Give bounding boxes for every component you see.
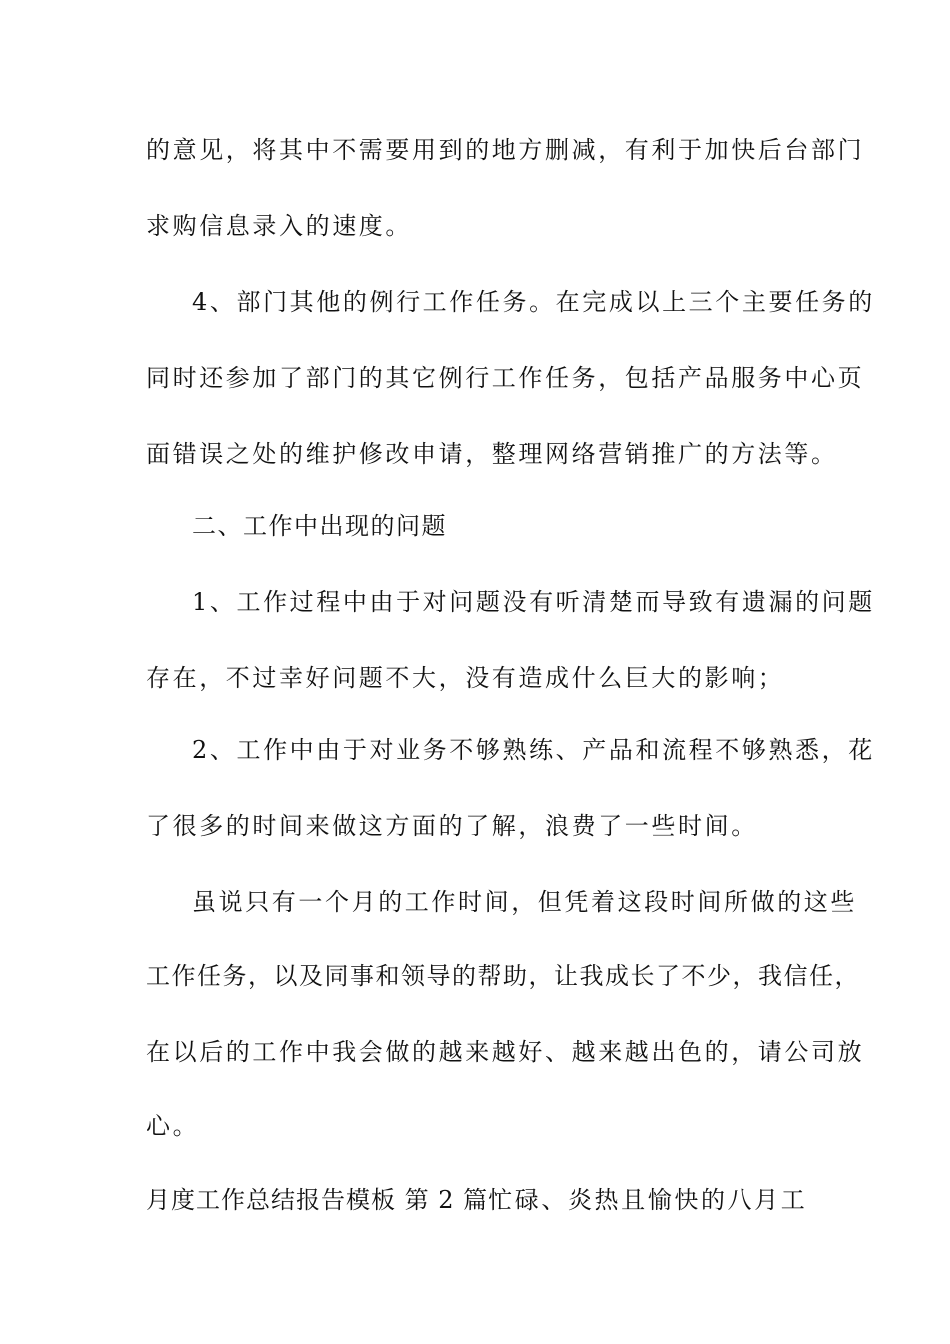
- paragraph-line: 同时还参加了部门的其它例行工作任务，包括产品服务中心页: [146, 364, 865, 392]
- next-article-first-line: 忙碌、炎热且愉快的八月工: [488, 1186, 808, 1214]
- paragraph-line: 存在，不过幸好问题不大，没有造成什么巨大的影响；: [146, 664, 785, 692]
- paragraph-line: 4、部门其他的例行工作任务。在完成以上三个主要任务的: [192, 288, 875, 316]
- paragraph-line: 心。: [146, 1112, 200, 1140]
- paragraph-line: 的意见，将其中不需要用到的地方删减，有利于加快后台部门: [146, 136, 865, 164]
- section-heading: 二、工作中出现的问题: [192, 512, 447, 540]
- paragraph-line: 面错误之处的维护修改申请，整理网络营销推广的方法等。: [146, 440, 838, 468]
- next-article-title: 月度工作总结报告模板 第 2 篇: [146, 1186, 489, 1214]
- next-article-line: [146, 1184, 806, 1216]
- paragraph-line: 虽说只有一个月的工作时间，但凭着这段时间所做的这些: [192, 888, 857, 916]
- paragraph-line: 在以后的工作中我会做的越来越好、越来越出色的，请公司放: [146, 1038, 865, 1066]
- paragraph-line: 了很多的时间来做这方面的了解，浪费了一些时间。: [146, 812, 758, 840]
- paragraph-line: 2、工作中由于对业务不够熟练、产品和流程不够熟悉，花: [192, 736, 875, 764]
- paragraph-line: 工作任务，以及同事和领导的帮助，让我成长了不少，我信任，: [146, 962, 860, 990]
- paragraph-line: 1、工作过程中由于对问题没有听清楚而导致有遗漏的问题: [192, 588, 875, 616]
- paragraph-line: 求购信息录入的速度。: [146, 212, 412, 240]
